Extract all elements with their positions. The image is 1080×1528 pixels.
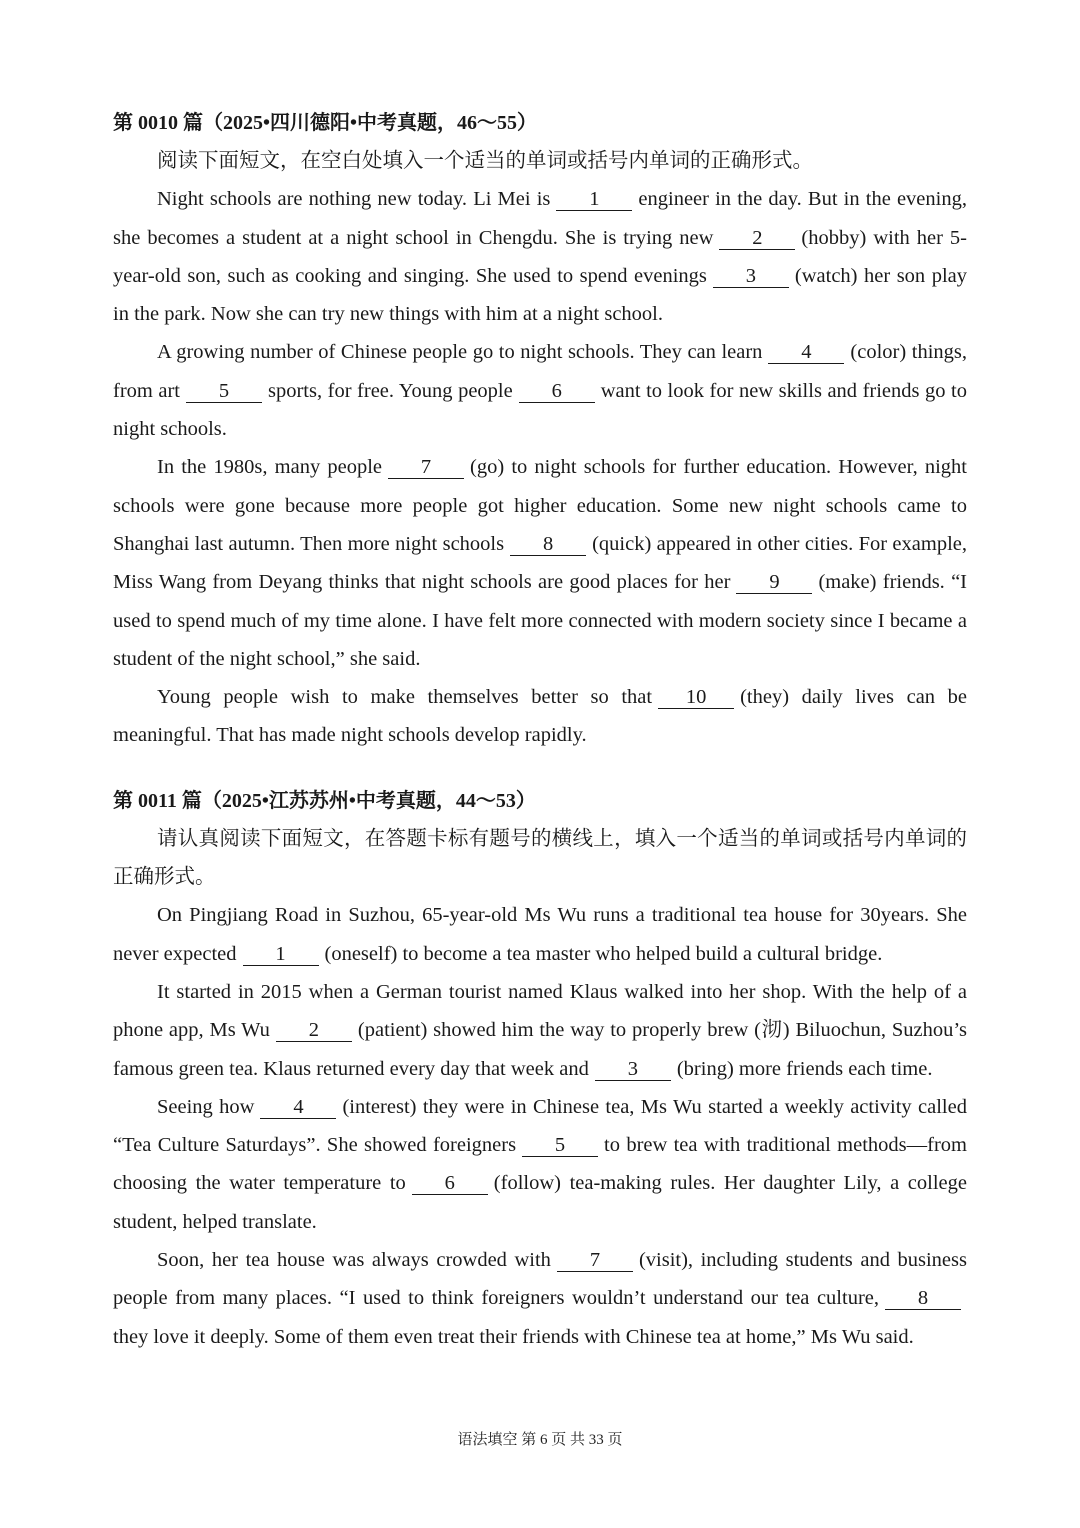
passage-text: (quick) appeared in other cities. For example, Miss Wang from Deyang thinks that night schools are good places for her: [113, 532, 967, 594]
answer-blank[interactable]: 8: [510, 533, 586, 556]
answer-blank[interactable]: 2: [719, 227, 795, 250]
passage-text: they love it deeply. Some of them even treat their friends with Chinese tea at home,” Ms Wu said.: [113, 1325, 914, 1348]
passage-paragraph: [113, 973, 967, 1088]
document-page: [113, 104, 967, 1356]
passage-text: Young people wish to make themselves better so that: [157, 686, 653, 709]
passage-text: (make) friends. “I used to spend much of my time alone. I have felt more connected with modern society since I became a student of the night school,” she said.: [113, 571, 967, 670]
answer-blank[interactable]: 8: [885, 1287, 961, 1310]
passage-paragraph: [113, 1088, 967, 1241]
passage-text: engineer in the day. But in the evening, she becomes a student at a night school in Chengdu. She is trying new: [113, 188, 967, 249]
answer-blank[interactable]: 5: [186, 380, 262, 403]
answer-blank[interactable]: 1: [243, 943, 319, 966]
passage-text: sports, for free. Young people: [268, 379, 513, 402]
passage-text: (hobby) with her 5-year-old son, such as cooking and singing. She used to spend evenings: [113, 226, 967, 287]
passage-text: (color) things, from art: [113, 341, 967, 402]
passage-text: Seeing how: [157, 1095, 255, 1118]
section-heading: 第 0010 篇（2025•四川德阳•中考真题，46～55）: [113, 112, 538, 134]
passage-text: It started in 2015 when a German tourist named Klaus walked into her shop. With the help of a phone app, Ms Wu: [113, 980, 967, 1042]
section-heading: 第 0011 篇（2025•江苏苏州•中考真题，44～53）: [113, 789, 536, 812]
instruction-text: 请认真阅读下面短文，在答题卡标有题号的横线上，填入一个适当的单词或括号内单词的正确形式。: [113, 827, 967, 889]
passage-paragraph: [113, 1241, 967, 1356]
passage-paragraph: [113, 448, 967, 678]
answer-blank[interactable]: 7: [388, 456, 464, 479]
passage-paragraph: [113, 333, 967, 448]
passage-text: (watch) her son play in the park. Now she can try new things with him at a night school.: [113, 264, 967, 326]
passage-text: (go) to night schools for further education. However, night schools were gone because more people got higher education. Some new night schools came to Shanghai last autumn. Then more night schools: [113, 456, 968, 555]
passage-paragraph: [113, 896, 967, 973]
answer-blank[interactable]: 10: [658, 686, 734, 709]
answer-blank[interactable]: 9: [736, 571, 812, 594]
passage-text: In the 1980s, many people: [157, 456, 383, 479]
answer-blank[interactable]: 4: [260, 1096, 336, 1119]
passage-text: to brew tea with traditional methods—from choosing the water temperature to: [113, 1134, 967, 1195]
answer-blank[interactable]: 7: [557, 1249, 633, 1272]
passage-paragraph: [113, 180, 967, 333]
passage-text: Soon, her tea house was always crowded with: [157, 1249, 551, 1272]
passage-text: (oneself) to become a tea master who helped build a cultural bridge.: [324, 942, 883, 965]
passage-text: Night schools are nothing new today. Li Mei is: [157, 188, 551, 211]
passage-text: (visit), including students and business people from many places. “I used to think foreigners wouldn’t understand our tea culture,: [113, 1249, 967, 1310]
section-gap: [113, 755, 967, 782]
answer-blank[interactable]: 2: [276, 1019, 352, 1042]
answer-blank[interactable]: 1: [556, 188, 632, 211]
passage-text: A growing number of Chinese people go to night schools. They can learn: [157, 341, 763, 364]
answer-blank[interactable]: 6: [412, 1172, 488, 1195]
page-footer: 语法填空 第 6 页 共 33 页: [457, 1432, 623, 1448]
answer-blank[interactable]: 3: [713, 265, 789, 288]
passage-text: (patient) showed him the way to properly brew (沏) Biluochun, Suzhou’s famous green tea. Klaus returned every day that week and: [113, 1019, 967, 1080]
passage-text: On Pingjiang Road in Suzhou, 65-year-old Ms Wu runs a traditional tea house for 30years. She never expected: [113, 904, 967, 965]
passage-paragraph: [113, 678, 967, 755]
passage-text: (follow) tea-making rules. Her daughter Lily, a college student, helped translate.: [113, 1172, 967, 1233]
passage-text: (interest) they were in Chinese tea, Ms Wu started a weekly activity called “Tea Culture Saturdays”. She showed foreigners: [113, 1095, 967, 1157]
passage-text: (bring) more friends each time.: [676, 1057, 933, 1080]
passage-text: (they) daily lives can be meaningful. That has made night schools develop rapidly.: [113, 686, 967, 747]
passage-text: want to look for new skills and friends go to night schools.: [113, 379, 967, 441]
answer-blank[interactable]: 4: [768, 341, 844, 364]
instruction-text: 阅读下面短文，在空白处填入一个适当的单词或括号内单词的正确形式。: [157, 150, 813, 172]
answer-blank[interactable]: 3: [595, 1058, 671, 1081]
answer-blank[interactable]: 6: [519, 380, 595, 403]
answer-blank[interactable]: 5: [522, 1134, 598, 1157]
